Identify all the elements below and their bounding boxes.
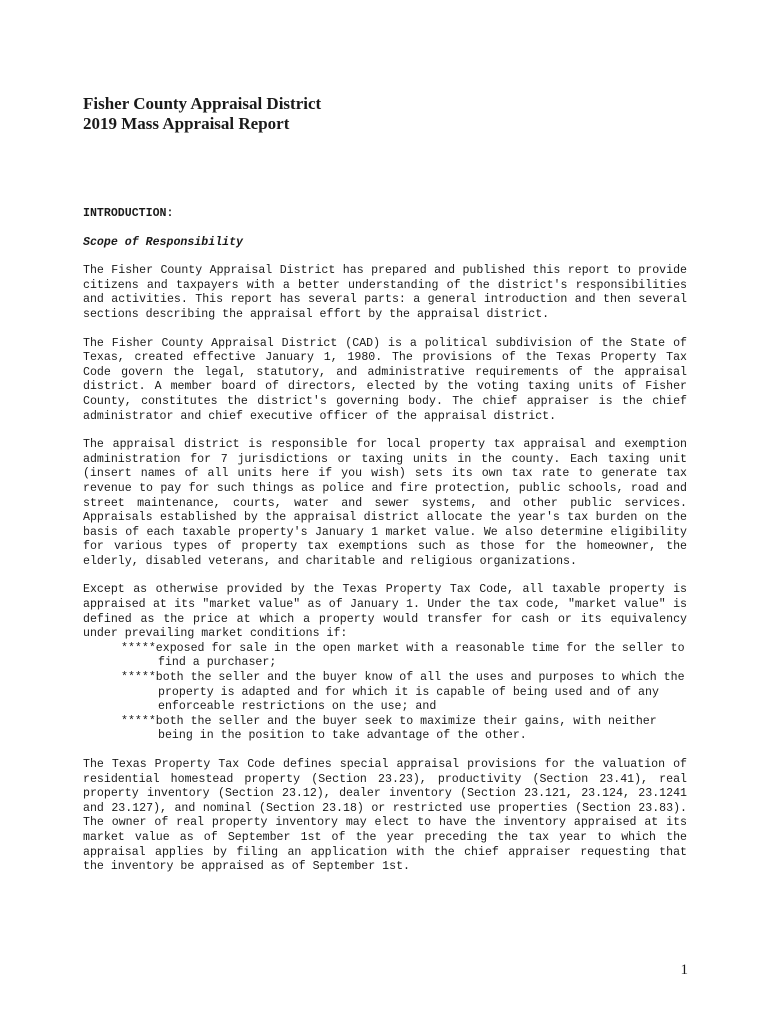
paragraph-market-value: Except as otherwise provided by the Texas Property Tax Code, all taxable property is appraised at its "market value" as of January 1. Under the tax code, "market value" is defined as the price at which a property would transfer for cash or its equivalency under prevailing market conditions if: [83, 583, 687, 641]
document-title [83, 94, 687, 134]
paragraph-special-provisions: The Texas Property Tax Code defines special appraisal provisions for the valuation of residential homestead property (Section 23.23), productivity (Section 23.41), real property inventory (Section 23.12), dealer inventory (Section 23.121, 23.124, 23.1241 and 23.127), and nominal (Section 23.18) or restricted use properties (Section 23.83). The owner of real property inventory may elect to have the inventory appraised at its market value as of September 1st of the year preceding the tax year to which the appraisal applies by filing an application with the chief appraiser requesting that the inventory be appraised as of September 1st. [83, 758, 687, 874]
title-line-1: Fisher County Appraisal District [83, 94, 322, 113]
paragraph-cad-definition: The Fisher County Appraisal District (CAD) is a political subdivision of the State of Texas, created effective January 1, 1980. The provisions of the Texas Property Tax Code govern the legal, statutory, and administrative requirements of the appraisal district. A member board of directors, elected by the voting taxing units of Fisher County, constitutes the district's governing body. The chief appraiser is the chief administrator and chief executive officer of the appraisal district. [83, 336, 687, 423]
section-heading-introduction: INTRODUCTION: [83, 207, 174, 220]
page-number: 1 [680, 962, 688, 978]
condition-item: *****exposed for sale in the open market with a reasonable time for the seller to find a purchaser; [121, 641, 685, 670]
title-line-2: 2019 Mass Appraisal Report [83, 114, 290, 133]
condition-item: *****both the seller and the buyer seek to maximize their gains, with neither being in the position to take advantage of the other. [121, 714, 657, 743]
condition-item: *****both the seller and the buyer know of all the uses and purposes to which the property is adapted and for which it is capable of being used and of any enforceable restrictions on the use; and [121, 671, 685, 714]
paragraph-overview: The Fisher County Appraisal District has prepared and published this report to provide citizens and taxpayers with a better understanding of the district's responsibilities and activities. This report has several parts: a general introduction and then several sections describing the appraisal effort by the appraisal district. [83, 264, 687, 321]
subheading-scope: Scope of Responsibility [83, 235, 244, 249]
market-value-conditions [83, 642, 687, 744]
paragraph-responsibilities: The appraisal district is responsible for local property tax appraisal and exemption administration for 7 jurisdictions or taxing units in the county. Each taxing unit (insert names of all units here if you wish) sets its own tax rate to generate tax revenue to pay for such things as police and fire protection, public schools, road and street maintenance, courts, water and sewer systems, and other public services. Appraisals established by the appraisal district allocate the year's tax burden on the basis of each taxable property's January 1 market value. We also determine eligibility for various types of property tax exemptions such as those for the homeowner, the elderly, disabled veterans, and charitable and religious organizations. [83, 438, 687, 568]
document-page [83, 94, 687, 875]
